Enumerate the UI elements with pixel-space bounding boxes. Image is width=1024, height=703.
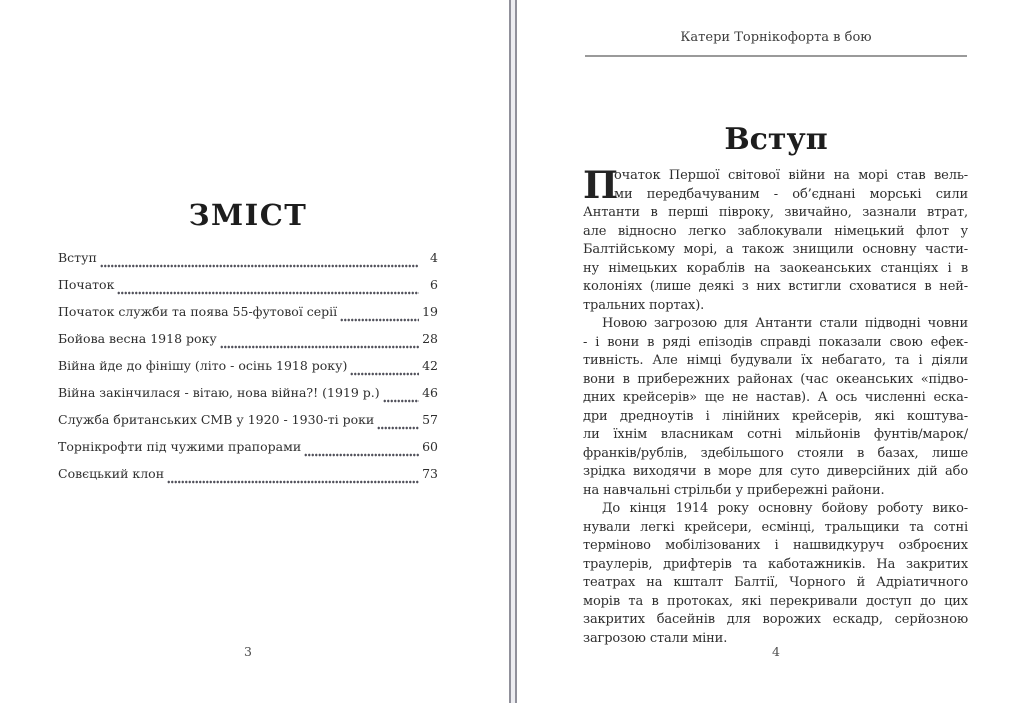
page-number-left: 3 <box>244 644 252 659</box>
toc-row <box>58 433 438 460</box>
body-line: тральних портах). <box>583 297 705 313</box>
toc-row <box>58 298 438 325</box>
toc-leader-dots <box>377 406 419 433</box>
toc-entry-label: Війна закінчилася - вітаю, нова війна?! (1919 р.) <box>58 385 380 400</box>
paragraph <box>583 500 968 648</box>
toc-entry-label: Початок служби та поява 55-футової серії <box>58 304 338 319</box>
toc-entry-page: 28 <box>422 331 438 346</box>
body-line: закритих басейнів для ворожих ескадр, серйозною <box>583 612 968 627</box>
body-line: нували легкі крейсери, есмінці, тральщики та сотні <box>583 519 968 535</box>
toc-row <box>58 244 438 271</box>
toc-leader-dots <box>167 460 419 487</box>
body-line: вони в прибережних районах (час океанських «підво- <box>583 371 968 387</box>
table-of-contents <box>58 244 438 487</box>
toc-row <box>58 406 438 433</box>
body-line: загрозою стали міни. <box>583 630 728 646</box>
body-line: ми передбачуваним - об’єднані морські сили <box>614 186 968 202</box>
toc-entry-page: 73 <box>422 466 438 481</box>
toc-row <box>58 460 438 487</box>
body-line: траулерів, дрифтерів та каботажників. На закритих <box>583 556 968 572</box>
body-line: Антанти в перші півроку, звичайно, зазнали втрат, <box>583 205 968 220</box>
drop-cap: П <box>583 163 618 207</box>
toc-row <box>58 325 438 352</box>
toc-row <box>58 271 438 298</box>
toc-entry-page: 19 <box>422 304 438 319</box>
toc-title: ЗМІСТ <box>188 198 308 232</box>
body-line: франків/рублів, здебільшого стояли в базах, лише <box>583 445 968 461</box>
toc-entry-label: Торнікрофти під чужими прапорами <box>58 439 302 454</box>
toc-entry-page: 6 <box>430 277 438 292</box>
body-line: дних крейсерів» ще не настав). А ось численні еска- <box>583 390 968 405</box>
toc-leader-dots <box>117 271 419 298</box>
toc-entry-page: 4 <box>430 250 438 265</box>
paragraph <box>583 315 968 500</box>
toc-leader-dots <box>220 325 419 352</box>
toc-leader-dots <box>340 298 419 325</box>
body-line: морів та в протоках, які перекривали доступ до цих <box>583 593 968 609</box>
toc-entry-page: 57 <box>422 412 438 427</box>
toc-entry-page: 46 <box>422 385 438 400</box>
body-line: але відносно легко заблокували німецький флот у <box>583 223 968 239</box>
body-line: колоніях (лише деякі з них встигли сховатися в ней- <box>583 279 968 294</box>
body-line: на навчальні стрільби у прибережні райони. <box>583 482 885 498</box>
running-header: Катери Торнікофорта в бою <box>680 30 872 45</box>
body-line: терміново мобілізованих і нашвидкуруч озброєних <box>583 538 968 553</box>
toc-leader-dots <box>350 352 419 379</box>
body-line: Балтійському морі, а також знищили основну части- <box>583 242 968 257</box>
body-line: До кінця 1914 року основну бойову роботу вико- <box>602 501 968 516</box>
page-number-right: 4 <box>772 644 780 659</box>
toc-leader-dots <box>100 244 419 271</box>
chapter-title: Вступ <box>724 122 828 157</box>
body-line: очаток Першої світової війни на морі став вель- <box>614 168 968 183</box>
toc-entry-label: Вступ <box>58 250 97 265</box>
body-line: театрах на кшталт Балтії, Чорного й Адріатичного <box>583 575 968 590</box>
toc-row <box>58 352 438 379</box>
body-line: тивність. Але німці будували їх небагато, та і діяли <box>583 353 968 368</box>
body-line: дри дредноутів і лінійних крейсерів, які коштува- <box>583 408 968 424</box>
header-rule <box>585 55 967 57</box>
toc-leader-dots <box>304 433 419 460</box>
body-line: зрідка виходячи в море для суто диверсійних дій або <box>583 464 968 479</box>
body-line: - і вони в ряді епізодів справді показали свою ефек- <box>583 334 968 350</box>
toc-entry-label: Початок <box>58 277 115 292</box>
body-text <box>583 163 968 648</box>
body-line: ли їхнім власникам сотні мільйонів фунтів/марок/ <box>583 427 968 442</box>
toc-entry-page: 60 <box>422 439 438 454</box>
toc-row <box>58 379 438 406</box>
toc-entry-label: Війна йде до фінішу (літо - осінь 1918 року) <box>58 358 348 373</box>
toc-entry-label: Бойова весна 1918 року <box>58 331 217 346</box>
page-gutter-divider <box>509 0 517 703</box>
paragraph <box>583 163 968 315</box>
toc-entry-page: 42 <box>422 358 438 373</box>
body-line: Новою загрозою для Антанти стали підводні човни <box>602 316 968 331</box>
toc-entry-label: Совєцький клон <box>58 466 165 481</box>
toc-entry-label: Служба британських СМВ у 1920 - 1930-ті роки <box>58 412 375 427</box>
body-line: ну німецьких кораблів на заокеанських станціях і в <box>583 260 968 276</box>
toc-leader-dots <box>383 379 419 406</box>
